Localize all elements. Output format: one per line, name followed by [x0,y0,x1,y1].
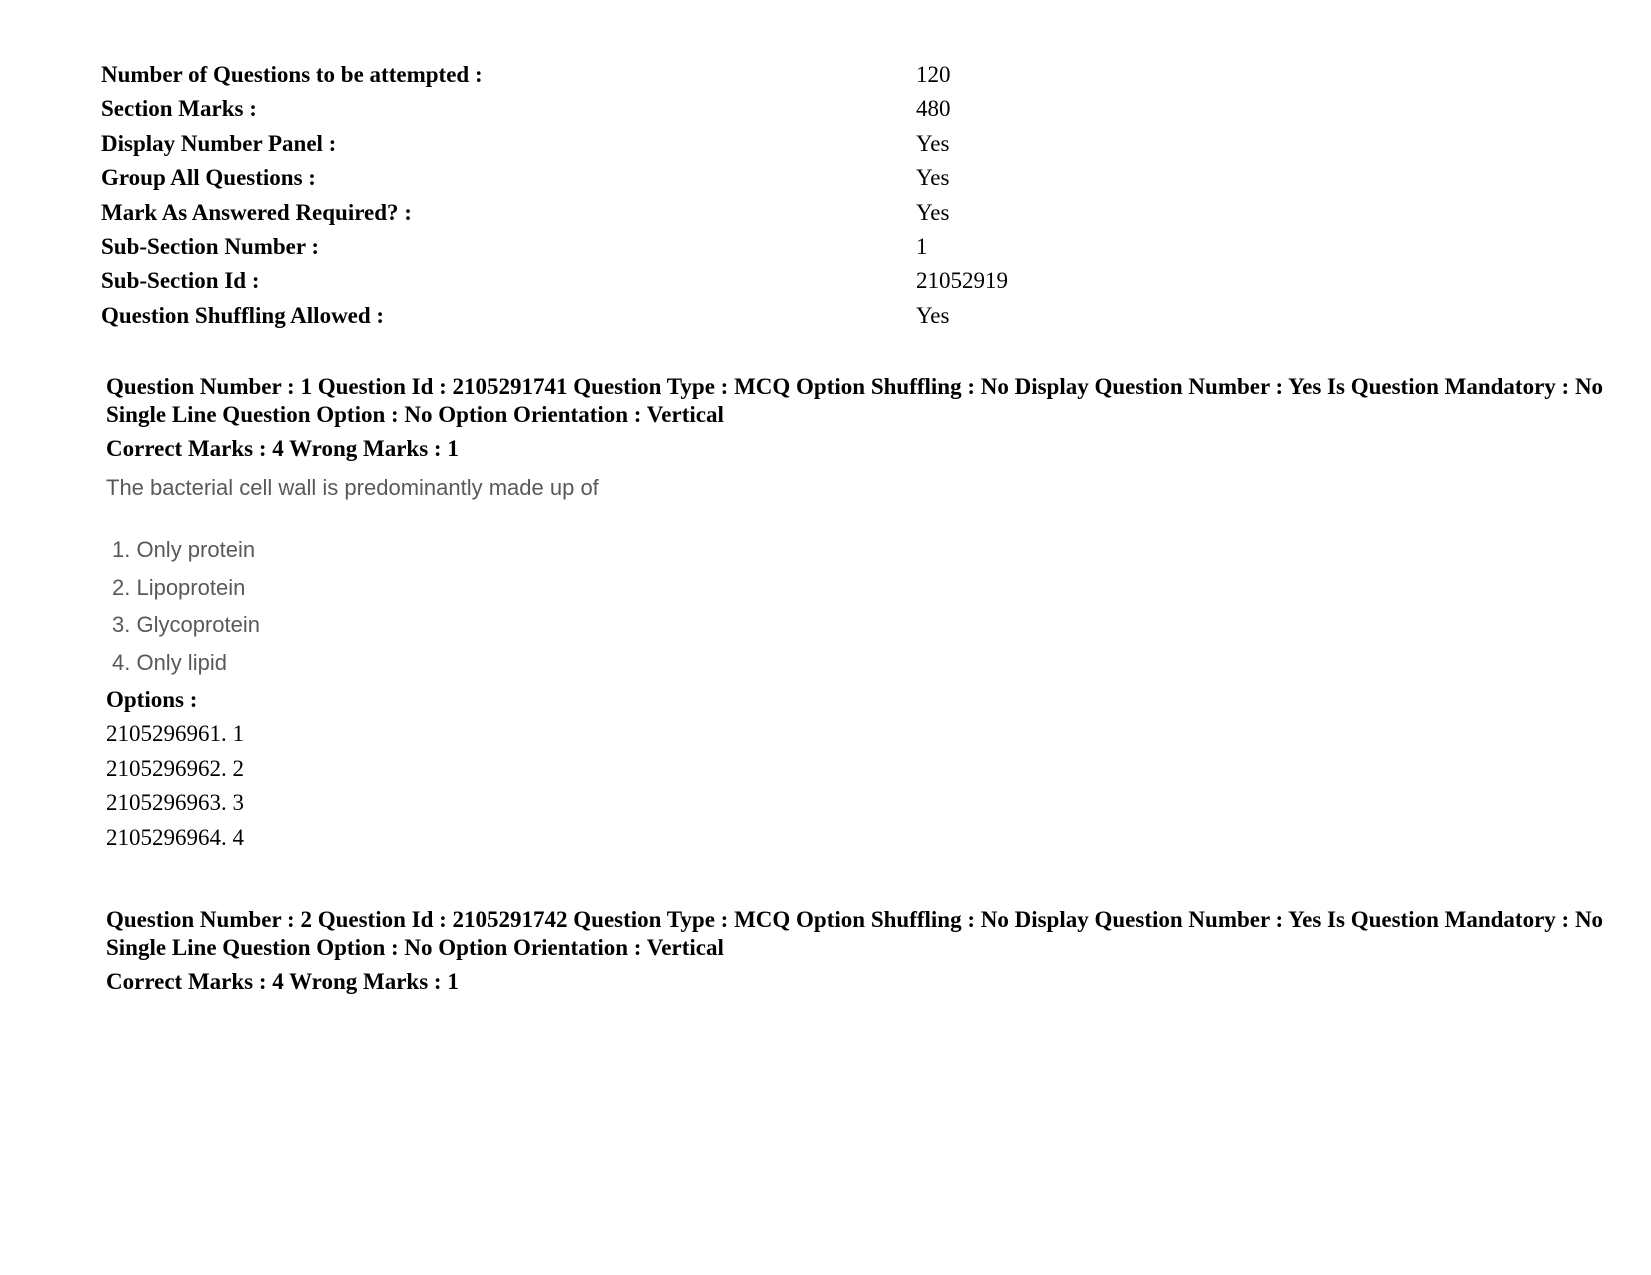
question-block-2 [106,906,1606,996]
question-choice: 3. Glycoprotein [112,612,260,637]
meta-value: Yes [916,165,950,191]
meta-label: Display Number Panel : [101,130,337,156]
question-block-1 [106,373,1606,855]
question-choices [106,531,1606,681]
question-marks: Correct Marks : 4 Wrong Marks : 1 [106,436,459,461]
meta-label: Number of Questions to be attempted : [101,62,483,87]
meta-value: 120 [916,62,951,87]
option-row: 2105296963. 3 [106,790,244,815]
meta-row [101,230,1201,264]
meta-value: 1 [916,233,928,259]
question-choice: 2. Lipoprotein [112,574,246,600]
meta-value: 480 [916,96,951,122]
meta-value: Yes [916,302,950,328]
meta-row [101,264,1201,298]
meta-row [101,58,1201,92]
section-meta-table [101,58,1201,333]
option-row: 2105296961. 1 [106,721,244,746]
meta-row [101,161,1201,195]
meta-row [101,127,1201,161]
question-header: Question Number : 1 Question Id : 2105291741 Question Type : MCQ Option Shuffling : No Display Question Number : Yes Is Question Mandatory : No Single Line Question Option : No Option Orientation : Vertical [106,374,1604,427]
meta-value: 21052919 [916,268,1008,294]
meta-label: Sub-Section Number : [101,233,320,259]
question-choice: 1. Only protein [112,537,256,562]
meta-row [101,196,1201,230]
meta-label: Section Marks : [101,96,257,122]
question-header: Question Number : 2 Question Id : 2105291742 Question Type : MCQ Option Shuffling : No Display Question Number : Yes Is Question Mandatory : No Single Line Question Option : No Option Orientation : Vertical [106,907,1604,960]
question-marks: Correct Marks : 4 Wrong Marks : 1 [106,969,459,994]
meta-label: Question Shuffling Allowed : [101,302,385,328]
meta-value: Yes [916,130,950,156]
options-label: Options : [106,687,198,712]
meta-label: Mark As Answered Required? : [101,199,412,225]
question-stem: The bacterial cell wall is predominantly made up of [106,475,599,500]
meta-label: Group All Questions : [101,165,316,191]
question-choice: 4. Only lipid [112,649,227,675]
meta-row [101,299,1201,333]
meta-value: Yes [916,199,950,225]
option-row: 2105296964. 4 [106,824,244,850]
option-row: 2105296962. 2 [106,755,244,781]
meta-row [101,92,1201,126]
meta-label: Sub-Section Id : [101,268,260,294]
